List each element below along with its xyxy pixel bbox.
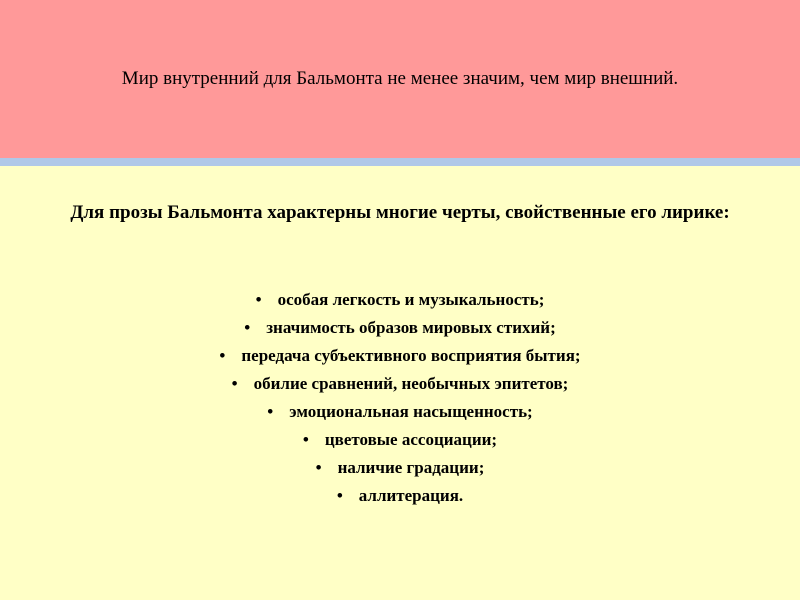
list-item-text: аллитерация. [358, 486, 464, 505]
list-item-text: обилие сравнений, необычных эпитетов; [253, 374, 569, 393]
bullet-icon: • [267, 402, 274, 421]
bullet-icon: • [336, 486, 343, 505]
bullet-icon: • [231, 374, 238, 393]
list-item [0, 286, 800, 314]
list-item-text: значимость образов мировых стихий; [266, 318, 556, 337]
list-item [0, 342, 800, 370]
bullet-icon: • [219, 346, 226, 365]
list-item [0, 482, 800, 510]
list-item [0, 398, 800, 426]
list-item-text: передача субъективного восприятия бытия; [241, 346, 581, 365]
bullet-icon: • [244, 318, 251, 337]
header-band [0, 0, 800, 158]
list-item [0, 454, 800, 482]
list-item-text: особая легкость и музыкальность; [277, 290, 545, 309]
features-list [0, 286, 800, 510]
bullet-icon: • [315, 458, 322, 477]
header-title: Мир внутренний для Бальмонта не менее значим, чем мир внешний. [121, 68, 679, 89]
list-item [0, 370, 800, 398]
list-item-text: наличие градации; [337, 458, 485, 477]
bullet-icon: • [255, 290, 262, 309]
list-item [0, 314, 800, 342]
header-separator [0, 158, 800, 166]
list-item [0, 426, 800, 454]
bullet-icon: • [302, 430, 309, 449]
list-item-text: эмоциональная насыщенность; [289, 402, 533, 421]
intro-text: Для прозы Бальмонта характерны многие черты, свойственные его лирике: [70, 202, 730, 223]
list-item-text: цветовые ассоциации; [324, 430, 498, 449]
